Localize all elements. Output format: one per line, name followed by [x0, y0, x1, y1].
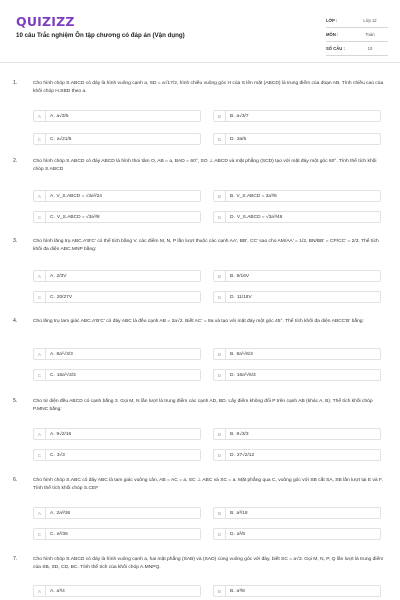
option-label: B. — [230, 273, 235, 279]
option-label: D. — [230, 372, 235, 378]
option-key: D — [214, 212, 226, 222]
option-b[interactable] — [213, 190, 381, 202]
option-label: C. — [50, 214, 55, 220]
option-c[interactable] — [33, 449, 201, 461]
option-value: 16a³√6/3 — [236, 372, 256, 378]
meta-key: MÔN : — [326, 32, 339, 37]
option-label: D. — [230, 452, 235, 458]
option-value: V_S.ABCD = 3a³/8 — [236, 193, 277, 199]
option-value: 3a/5 — [236, 136, 247, 142]
option-value: 16a³√3/3 — [56, 372, 76, 378]
option-key: D — [214, 370, 226, 380]
option-label: A. — [50, 113, 55, 119]
option-value: a√3/7 — [236, 113, 249, 119]
option-c[interactable] — [33, 211, 201, 223]
option-label: B. — [230, 113, 235, 119]
option-label: C. — [50, 294, 55, 300]
option-value: 27√2/12 — [236, 452, 255, 458]
option-a[interactable] — [33, 270, 201, 282]
option-a[interactable] — [33, 585, 201, 597]
option-b[interactable] — [213, 428, 381, 440]
option-label: B. — [230, 351, 235, 357]
option-value: V_S.ABCD = √3a³/8 — [56, 214, 100, 220]
option-key: B — [214, 271, 226, 281]
option-label: C. — [50, 136, 55, 142]
question-number: 7. — [13, 556, 18, 562]
option-key: A — [34, 191, 46, 201]
option-value: 8√3/3 — [236, 431, 249, 437]
option-a[interactable] — [33, 348, 201, 360]
meta-row-count — [326, 42, 388, 56]
option-d[interactable] — [213, 291, 381, 303]
meta-key: LỚP : — [326, 18, 338, 23]
option-label: C. — [50, 372, 55, 378]
quizizz-logo: QUIZIZZ — [16, 14, 75, 29]
option-a[interactable] — [33, 507, 201, 519]
option-d[interactable] — [213, 528, 381, 540]
option-label: A. — [50, 510, 55, 516]
document-title: 10 câu Trắc nghiệm Ôn tập chương có đáp án (Vận dụng) — [16, 32, 185, 39]
option-key: C — [34, 292, 46, 302]
option-label: B. — [230, 588, 235, 594]
option-key: D — [214, 292, 226, 302]
option-c[interactable] — [33, 528, 201, 540]
option-value: V_S.ABCD = √3a³/24 — [56, 193, 102, 199]
meta-row-subject — [326, 28, 388, 42]
option-value: a³/8 — [236, 588, 245, 594]
option-label: A. — [50, 273, 55, 279]
option-value: a³/18 — [236, 510, 248, 516]
option-key: A — [34, 508, 46, 518]
document-header — [0, 0, 400, 80]
question-text: Cho tứ diện đều ABCD có cạnh bằng 3. Gọi M, N lần lượt là trung điểm các cạnh AD, BD. Lấy điểm không đổi P trên cạnh AB (khác A, B). Thể tích khối chóp P.MNC bằng: — [33, 399, 373, 412]
option-c[interactable] — [33, 369, 201, 381]
question-text: Cho hình chóp S.ABC có đáy ABC là tam giác vuông cân, AB = AC = a, SC ⊥ ABC và SC = a. Mặt phẳng qua C, vuông góc với SB cắt SA, SB lần lượt tại E và F. Tính thể tích khối chóp S.CEF — [33, 478, 383, 491]
option-d[interactable] — [213, 211, 381, 223]
option-key: B — [214, 111, 226, 121]
question-text: Cho hình chóp S.ABCD có đáy là hình vuông cạnh a, SD = a√17/2, hình chiếu vuông góc H của S lên mặt (ABCD) là trung điểm của đoạn AB. Tính chiều cao của khối chóp H.SBD theo a. — [33, 81, 384, 94]
header-divider — [0, 62, 400, 63]
question-text: Cho hình lăng trụ ABC.A'B'C' có thể tích bằng V. các điểm M, N, P lần lượt thuộc các cạnh AA', BB', CC' sao cho AM/AA' = 1/2, BN/BB' = CP/CC' = 2/3. Thể tích khối đa diện ABC.MNP bằng: — [33, 239, 379, 252]
option-key: A — [34, 349, 46, 359]
option-key: C — [34, 134, 46, 144]
question-number: 2. — [13, 158, 18, 164]
meta-key: SỐ CÂU : — [326, 46, 345, 51]
question-number: 3. — [13, 238, 18, 244]
option-key: B — [214, 586, 226, 596]
option-label: D. — [230, 294, 235, 300]
option-a[interactable] — [33, 428, 201, 440]
question-text: Cho hình chóp S.ABCD có đáy ABCD là hình thoi tâm O, AB = a, BAD = 60°, SO ⊥ ABCD và mặt phẳng (SCD) tạo với mặt đáy một góc 60°. Tính thể tích khối chóp S.ABCD — [33, 159, 377, 172]
option-label: D. — [230, 214, 235, 220]
option-key: D — [214, 134, 226, 144]
option-value: a³/4 — [56, 588, 65, 594]
option-key: A — [34, 271, 46, 281]
option-a[interactable] — [33, 110, 201, 122]
option-key: C — [34, 370, 46, 380]
option-label: A. — [50, 351, 55, 357]
meta-value: Lớp 12 — [363, 18, 377, 23]
option-value: a³/36 — [56, 531, 68, 537]
option-key: C — [34, 529, 46, 539]
option-value: a√21/5 — [56, 136, 72, 142]
option-value: 20/27V — [56, 294, 73, 300]
question-number: 6. — [13, 477, 18, 483]
option-value: 8a³√6/3 — [236, 351, 253, 357]
meta-value: 10 — [367, 46, 373, 51]
option-key: B — [214, 508, 226, 518]
question-text: Cho hình chóp S.ABCD có đáy là hình vuông cạnh a, hai mặt phẳng (SAB) và (SAD) cùng vuông góc với đáy, biết SC = a√3. Gọi M, N, P, Q lần lượt là trung điểm của SB, SD, CD, BC. Tính thể tích của khối chóp A.MNPQ. — [33, 557, 384, 570]
question-number: 1. — [13, 80, 18, 86]
option-label: A. — [50, 193, 55, 199]
option-d[interactable] — [213, 369, 381, 381]
option-key: A — [34, 586, 46, 596]
option-label: B. — [230, 431, 235, 437]
question-number: 5. — [13, 398, 18, 404]
option-d[interactable] — [213, 449, 381, 461]
option-label: B. — [230, 510, 235, 516]
option-a[interactable] — [33, 190, 201, 202]
option-c[interactable] — [33, 133, 201, 145]
option-label: D. — [230, 136, 235, 142]
option-key: D — [214, 450, 226, 460]
option-label: D. — [230, 531, 235, 537]
option-value: 2a³/36 — [56, 510, 71, 516]
option-key: B — [214, 191, 226, 201]
option-label: C. — [50, 452, 55, 458]
option-key: A — [34, 111, 46, 121]
question-number: 4. — [13, 318, 18, 324]
option-label: A. — [50, 431, 55, 437]
option-key: B — [214, 349, 226, 359]
meta-row-class — [326, 14, 388, 28]
option-key: C — [34, 450, 46, 460]
option-value: 2/3V — [56, 273, 67, 279]
option-c[interactable] — [33, 291, 201, 303]
option-value: 11/18V — [236, 294, 252, 300]
meta-table — [326, 14, 388, 56]
option-key: C — [34, 212, 46, 222]
option-key: A — [34, 429, 46, 439]
option-label: A. — [50, 588, 55, 594]
option-d[interactable] — [213, 133, 381, 145]
option-value: 8a³√3/3 — [56, 351, 73, 357]
option-value: a³/6 — [236, 531, 246, 537]
option-b[interactable] — [213, 270, 381, 282]
option-b[interactable] — [213, 348, 381, 360]
meta-value: Toán — [365, 32, 375, 37]
option-value: a√3/5 — [56, 113, 69, 119]
option-value: 3√3 — [56, 452, 65, 458]
option-b[interactable] — [213, 585, 381, 597]
option-label: C. — [50, 531, 55, 537]
option-b[interactable] — [213, 110, 381, 122]
question-text: Cho lăng trụ tam giác ABC.A'B'C' có đáy ABC là đều cạnh AB = 2a√2. Biết AC' = 8a và tạo với mặt đáy một góc 45°. Thể tích khối đa diện ABCC'B' bằng: — [33, 319, 364, 324]
option-key: B — [214, 429, 226, 439]
option-value: 9√2/16 — [56, 431, 72, 437]
option-label: B. — [230, 193, 235, 199]
option-key: D — [214, 529, 226, 539]
option-value: V_S.ABCD = √3a³/48 — [236, 214, 283, 220]
option-b[interactable] — [213, 507, 381, 519]
option-value: 9/16V — [236, 273, 250, 279]
